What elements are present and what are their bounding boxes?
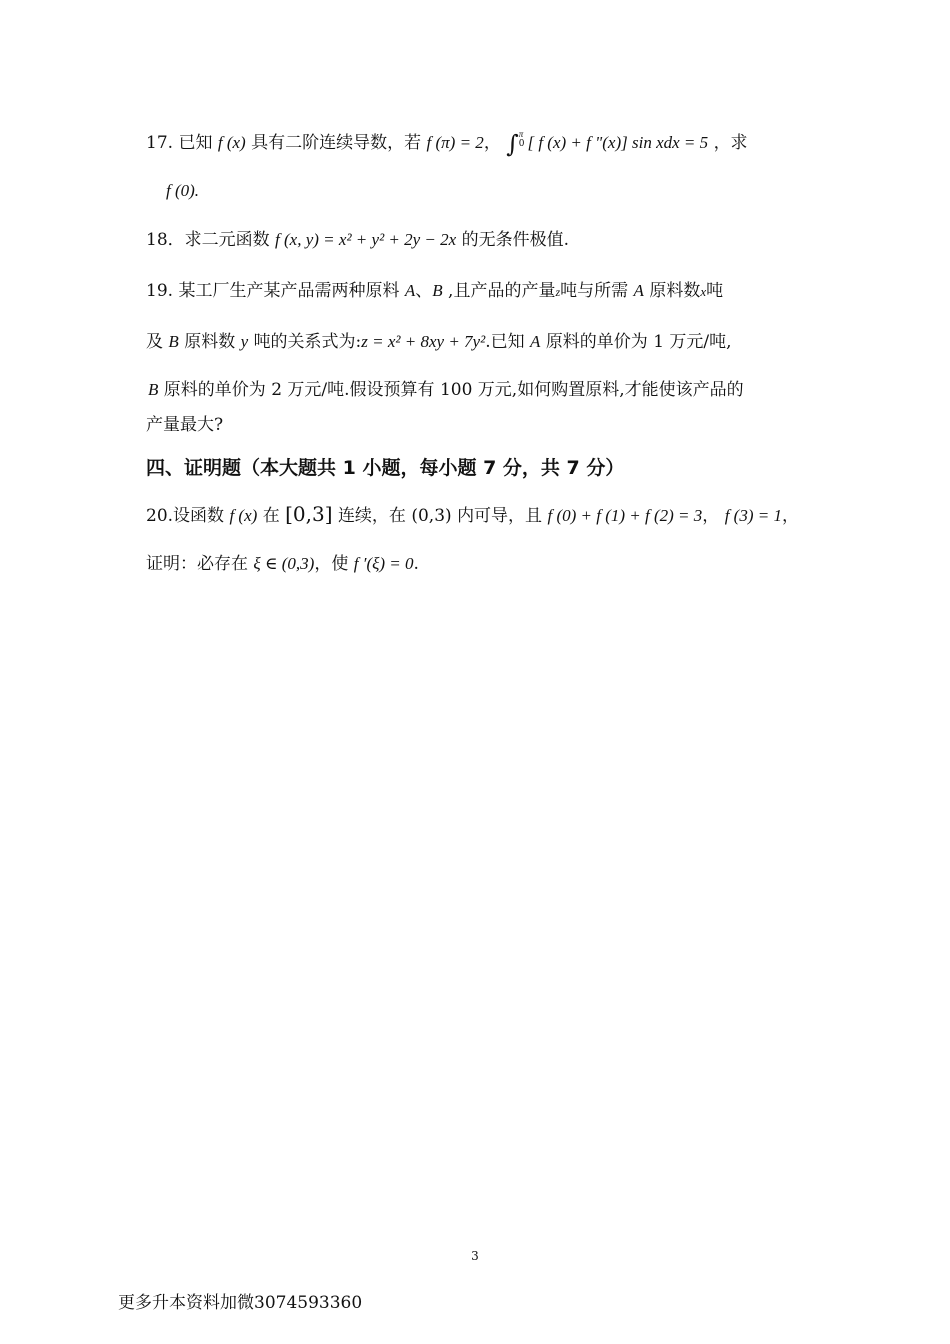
q17-number: 17. 已知: [146, 133, 213, 153]
q17-text: 具有二阶连续导数，若: [251, 133, 422, 153]
q18-function: f (x, y) = x² + y² + 2y − 2x: [275, 230, 457, 249]
q20-end: ，: [781, 506, 799, 526]
q20-function: f (x): [229, 506, 258, 525]
q19-text-b: ,且产品的产量: [448, 281, 556, 301]
q20-text-d: 内可导，且: [457, 506, 543, 526]
q20-line-2: [146, 553, 419, 575]
q19-text-c: 吨与所需: [560, 281, 629, 301]
q20-closed-interval: [0,3]: [285, 502, 333, 526]
q20-period: .: [413, 554, 419, 574]
q20-text-f: ，使: [314, 554, 349, 574]
q17-ask: ，求: [713, 133, 748, 153]
section-heading: 四、证明题（本大题共 1 小题，每小题 7 分，共 7 分）: [146, 457, 625, 479]
q17-condition: f (π) = 2: [426, 133, 484, 152]
q19-line-4: [146, 414, 223, 436]
integral-lower-limit: 0: [518, 139, 525, 149]
q17-line-2: [166, 180, 199, 202]
q18-prefix: 18．求二元函数: [146, 230, 270, 250]
q19-var-b-2: B: [168, 332, 179, 351]
q17-function: f (x): [217, 133, 246, 152]
q20-derivative: f ′(ξ) = 0: [353, 554, 414, 573]
q19-var-y: y: [240, 332, 249, 351]
q19-var-x: x: [700, 284, 707, 299]
q20-text-a: 20.设函数: [146, 506, 225, 526]
page-number: 3: [471, 1249, 479, 1263]
q19-text-e: 吨: [706, 281, 724, 301]
q19-text-l: 产量最大?: [146, 415, 224, 435]
q19-text-g: 原料数: [184, 332, 236, 352]
q17-target: f (0).: [166, 181, 200, 200]
q19-var-a-2: A: [633, 281, 644, 300]
q20-text-c: 连续，在: [337, 506, 406, 526]
q20-sum-condition: f (0) + f (1) + f (2) = 3: [547, 506, 703, 525]
q20-condition: f (3) = 1: [724, 506, 782, 525]
integral-sign: ∫: [506, 130, 519, 158]
q20-xi: ξ ∈ (0,3): [253, 554, 315, 573]
q17-line-1: [146, 129, 748, 158]
q19-text-j: 原料的单价为 1 万元/吨,: [545, 332, 732, 352]
q19-text-a: 19. 某工厂生产某产品需两种原料: [146, 281, 400, 301]
q20-separator: ，: [702, 506, 720, 526]
integral-limits: [519, 129, 525, 149]
q19-var-a: A: [404, 281, 416, 300]
q17-integrand: [ f (x) + f "(x)] sin xdx = 5: [527, 133, 709, 152]
q19-formula: z = x² + 8xy + 7y²: [361, 332, 486, 351]
q19-line-1: [146, 280, 723, 303]
q19-text-h: 吨的关系式为:: [253, 332, 362, 352]
q18-suffix: 的无条件极值.: [461, 230, 570, 250]
q20-text-e: 证明：必存在: [146, 554, 248, 574]
q20-open-interval: (0,3): [411, 506, 452, 526]
q19-dun: 、: [415, 281, 433, 301]
q18-line: [146, 229, 569, 251]
q19-var-b: B: [432, 281, 443, 300]
q19-line-3: [148, 379, 744, 401]
q19-var-a-3: A: [530, 332, 541, 351]
q19-text-k: 原料的单价为 2 万元/吨.假设预算有 100 万元,如何购置原料,才能使该产品的: [163, 380, 744, 400]
q19-var-z: z: [555, 285, 561, 299]
q17-separator: ，: [483, 133, 501, 153]
q19-text-f: 及: [146, 332, 163, 352]
q20-text-b: 在: [262, 506, 280, 526]
q19-line-2: [146, 331, 732, 353]
q20-line-1: [146, 503, 799, 527]
q19-text-d: 原料数: [649, 281, 701, 301]
integral-upper-limit: π: [518, 129, 524, 139]
footer-text: 更多升本资料加微3074593360: [118, 1293, 363, 1313]
q19-text-i: .已知: [485, 332, 525, 352]
q19-var-b-3: B: [148, 380, 159, 399]
